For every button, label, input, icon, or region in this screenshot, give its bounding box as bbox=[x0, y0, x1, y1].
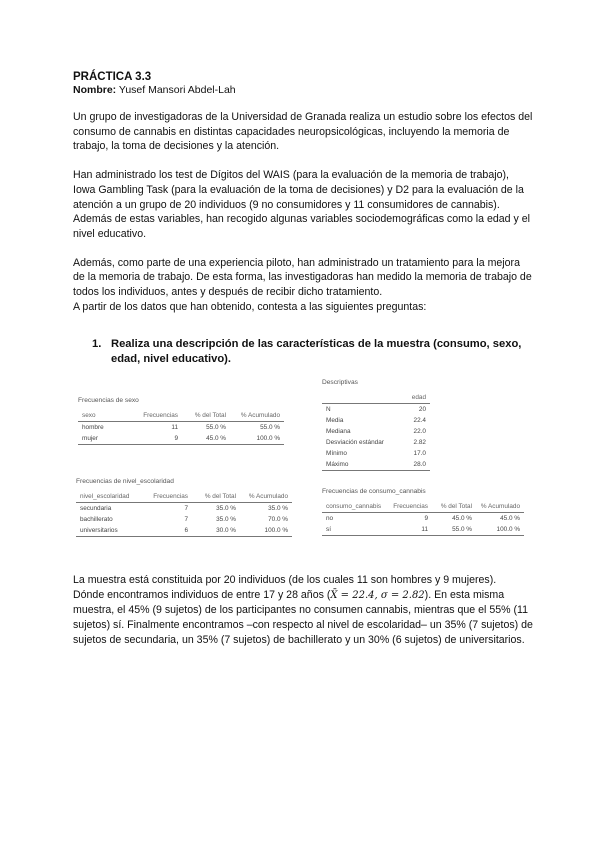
column-header: consumo_cannabis bbox=[322, 501, 388, 513]
table-cell: 100.0 % bbox=[476, 524, 524, 536]
table-cell: Máximo bbox=[322, 459, 394, 471]
table-cell: 11 bbox=[388, 524, 432, 536]
table-cell: secundaria bbox=[80, 505, 112, 512]
paragraph-tests: Han administrado los test de Dígitos del WAIS (para la evaluación de la memoria de trabajo), Iowa Gambling Task (para la evaluación de la toma de decisiones) y D2 para la evaluación de la atención a un grupo de 20 individuos (9 no consumidores y 11 consumidores de cannabis). Además de estas variables, han recogido algunas variables sociodemográficas como la edad y el nivel educativo. bbox=[73, 169, 530, 240]
table-row bbox=[322, 459, 430, 471]
table-cell: no bbox=[326, 515, 334, 522]
table-cell: 20 bbox=[418, 406, 426, 413]
table-row bbox=[322, 513, 524, 525]
table-row bbox=[322, 437, 430, 448]
table-cell: N bbox=[326, 406, 331, 413]
paragraph-instructions: A partir de los datos que han obtenido, contesta a las siguientes preguntas: bbox=[73, 300, 427, 313]
table-cell: bachillerato bbox=[80, 516, 113, 523]
table-cell: 22.0 bbox=[413, 428, 426, 435]
column-header: % del Total bbox=[182, 410, 230, 422]
table-row bbox=[76, 514, 292, 525]
table-row bbox=[322, 524, 524, 536]
table-sexo bbox=[78, 397, 284, 445]
frequency-table bbox=[78, 410, 284, 445]
author-name: Yusef Mansori Abdel-Lah bbox=[116, 84, 236, 96]
table-caption: Frecuencias de nivel_escolaridad bbox=[76, 478, 174, 485]
table-cell: mujer bbox=[78, 433, 130, 445]
table-cell: 9 bbox=[130, 433, 182, 445]
answer-line-2-pre: Dónde encontramos individuos de entre 17 y 28 años ( bbox=[73, 589, 331, 601]
paragraph-pilot: Además, como parte de una experiencia piloto, han administrado un tratamiento para la mejora de la memoria de trabajo. De esta forma, las investigadoras han medido la memoria de trabajo de todos los individuos, antes y después de recibir dicho tratamiento. bbox=[73, 256, 532, 299]
table-cell: 45.0 % bbox=[182, 433, 230, 445]
frequency-table bbox=[322, 501, 524, 536]
table-cell: 22.4 bbox=[413, 417, 426, 424]
table-caption: Frecuencias de sexo bbox=[78, 397, 139, 404]
table-cell: Desviación estándar bbox=[326, 439, 384, 446]
answer-line-1: La muestra está constituida por 20 individuos (de los cuales 11 son hombres y 9 mujeres). bbox=[73, 574, 497, 586]
table-cell: 17.0 bbox=[413, 450, 426, 457]
table-cell: 35.0 % bbox=[268, 505, 288, 512]
table-cell: 100.0 % bbox=[240, 525, 292, 537]
table-row bbox=[322, 448, 430, 459]
table-cell: 70.0 % bbox=[268, 516, 288, 523]
table-cell: 28.0 bbox=[394, 459, 430, 471]
table-cell: 55.0 % bbox=[206, 424, 226, 431]
author-label: Nombre: bbox=[73, 84, 117, 96]
frequency-table bbox=[76, 491, 292, 537]
table-row bbox=[322, 426, 430, 437]
table-consumo-cannabis bbox=[322, 488, 524, 536]
table-cell: hombre bbox=[82, 424, 104, 431]
table-row bbox=[76, 525, 292, 537]
column-header: Frecuencias bbox=[144, 491, 192, 503]
table-cell: Mediana bbox=[326, 428, 351, 435]
table-row bbox=[322, 404, 430, 416]
table-cell: 7 bbox=[184, 505, 188, 512]
column-header: Frecuencias bbox=[130, 410, 182, 422]
column-header: Frecuencias bbox=[388, 501, 432, 513]
table-cell: Mínimo bbox=[326, 450, 347, 457]
question-text: Realiza una descripción de las características de la muestra (consumo, sexo, edad, nivel educativo). bbox=[111, 338, 522, 365]
table-cell: Media bbox=[326, 417, 344, 424]
table-cell: 2.82 bbox=[413, 439, 426, 446]
page-title: PRÁCTICA 3.3 bbox=[73, 71, 152, 83]
table-cell: 45.0 % bbox=[500, 515, 520, 522]
document-body bbox=[73, 70, 533, 328]
table-cell: 35.0 % bbox=[216, 505, 236, 512]
table-cell: universitarios bbox=[76, 525, 144, 537]
paragraph-intro: Un grupo de investigadoras de la Universidad de Granada realiza un estudio sobre los efectos del consumo de cannabis en distintas capacidades neuropsicológicas, incluyendo la memoria de trabajo, la toma de decisiones y la atención. bbox=[73, 111, 533, 153]
column-header: sexo bbox=[78, 410, 130, 422]
table-cell: 35.0 % bbox=[216, 516, 236, 523]
table-caption: Frecuencias de consumo_cannabis bbox=[322, 488, 426, 495]
column-header bbox=[322, 392, 394, 404]
math-expression: X̄ = 22.4, σ = 2.82 bbox=[330, 590, 425, 601]
table-cell: 7 bbox=[184, 516, 188, 523]
column-header: nivel_escolaridad bbox=[76, 491, 144, 503]
table-cell: 9 bbox=[424, 515, 428, 522]
descriptives-table bbox=[322, 392, 430, 471]
table-cell: 30.0 % bbox=[192, 525, 240, 537]
table-cell: 55.0 % bbox=[432, 524, 476, 536]
table-row bbox=[322, 415, 430, 426]
answer-line-2-post: ). En esta misma bbox=[424, 589, 505, 601]
answer-rest: muestra, el 45% (9 sujetos) de los participantes no consumen cannabis, mientras que el 55% (11 sujetos) sí. Finalmente encontramos –con respecto al nivel de escolaridad– un 35% (7 sujetos) de sujetos de secundaria, un 35% (7 sujetos) de bachillerato y un 30% (6 sujetos) de universitarios. bbox=[73, 604, 533, 646]
column-header: % del Total bbox=[432, 501, 476, 513]
table-cell: 6 bbox=[144, 525, 192, 537]
table-cell: 45.0 % bbox=[452, 515, 472, 522]
column-header: % del Total bbox=[192, 491, 240, 503]
table-cell: sí bbox=[322, 524, 388, 536]
table-row bbox=[78, 433, 284, 445]
table-descriptivas bbox=[322, 379, 430, 471]
column-header: edad bbox=[394, 392, 430, 404]
answer-paragraph bbox=[73, 573, 533, 648]
table-cell: 100.0 % bbox=[230, 433, 284, 445]
question-number: 1. bbox=[92, 338, 102, 350]
table-caption: Descriptivas bbox=[322, 379, 358, 386]
table-cell: 11 bbox=[171, 424, 178, 431]
author-line bbox=[73, 84, 533, 97]
table-nivel-escolaridad bbox=[76, 478, 292, 537]
table-row bbox=[78, 422, 284, 434]
table-cell: 55.0 % bbox=[260, 424, 280, 431]
column-header: % Acumulado bbox=[240, 491, 292, 503]
column-header: % Acumulado bbox=[476, 501, 524, 513]
table-row bbox=[76, 503, 292, 515]
column-header: % Acumulado bbox=[230, 410, 284, 422]
